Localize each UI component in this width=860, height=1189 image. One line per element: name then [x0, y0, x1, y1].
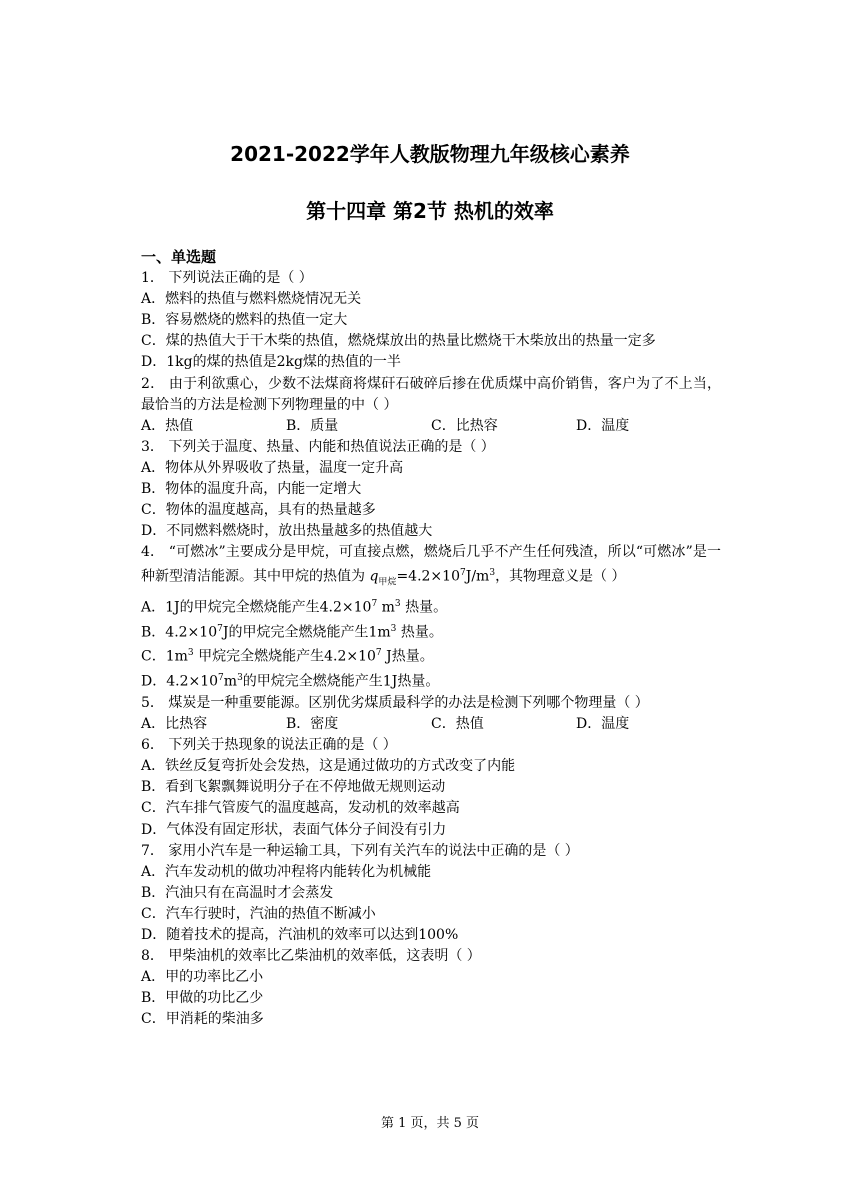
option: A．汽车发动机的做功冲程将内能转化为机械能 — [141, 863, 432, 880]
question-stem: 3． 下列关于温度、热量、内能和热值说法正确的是（ ） — [141, 438, 495, 455]
superscript: 7 — [371, 598, 378, 609]
option-text: 热量。 — [400, 599, 448, 616]
option — [141, 668, 721, 693]
option: A．热值 — [141, 417, 194, 434]
document-title: 2021-2022学年人教版物理九年级核心素养 — [230, 142, 630, 166]
subscript: 甲烷 — [378, 577, 397, 588]
option-text: D．4.2×10 — [141, 673, 219, 690]
superscript: 7 — [218, 673, 224, 684]
option: C．汽车排气管废气的温度越高，发动机的效率越高 — [141, 800, 460, 817]
superscript: 3 — [489, 568, 496, 579]
option: B．质量 — [286, 417, 339, 434]
question-stem: 6． 下列关于热现象的说法正确的是（ ） — [141, 737, 397, 754]
chapter-subtitle: 第十四章 第2节 热机的效率 — [306, 199, 554, 223]
option — [141, 619, 721, 644]
option: D．温度 — [576, 716, 630, 733]
section-heading: 一、单选题 — [141, 248, 217, 266]
option-text: 热量。 — [396, 624, 443, 641]
question-stem: 1． 下列说法正确的是（ ） — [141, 270, 313, 287]
option: A．甲的功率比乙小 — [141, 969, 264, 986]
option — [141, 643, 721, 668]
superscript: 7 — [375, 648, 382, 659]
superscript: 3 — [187, 648, 194, 659]
page-footer: 第 1 页，共 5 页 — [380, 1116, 480, 1131]
option: D．温度 — [576, 417, 630, 434]
superscript: 3 — [394, 598, 401, 609]
stem-text: =4.2×10 — [396, 569, 460, 586]
question-stem: 7． 家用小汽车是一种运输工具，下列有关汽车的说法中正确的是（ ） — [141, 842, 579, 859]
option: B．密度 — [286, 716, 339, 733]
option-row — [141, 416, 721, 437]
option: B．容易燃烧的燃料的热值一定大 — [141, 312, 348, 329]
superscript: 7 — [217, 623, 223, 634]
option: D．不同燃料燃烧时，放出热量越多的热值越大 — [141, 523, 433, 540]
stem-text: J/m — [465, 569, 490, 586]
option: C．煤的热值大于干木柴的热值，燃烧煤放出的热量比燃烧干木柴放出的热量一定多 — [141, 333, 656, 350]
option: B．看到飞絮飘舞说明分子在不停地做无规则运动 — [141, 779, 446, 796]
option: D．1kg的煤的热值是2kg煤的热值的一半 — [141, 354, 401, 371]
option-text: 甲烷完全燃烧能产生4.2×10 — [193, 649, 376, 666]
option: B．汽油只有在高温时才会蒸发 — [141, 884, 334, 901]
question-stem: 8． 甲柴油机的效率比乙柴油机的效率低，这表明（ ） — [141, 948, 481, 965]
option-row — [141, 714, 721, 735]
option: C．物体的温度越高，具有的热量越多 — [141, 502, 376, 519]
stem-text: 4． “可燃冰”主要成分是甲烷，可直接点燃，燃烧后几乎不产生任何残渣，所以“可燃冰”是一种新型清洁能源。其中甲烷的热值为 — [141, 544, 721, 586]
symbol-q: q — [369, 569, 379, 586]
option: A．铁丝反复弯折处会发热，这是通过做功的方式改变了内能 — [141, 758, 516, 775]
option: D．随着技术的提高，汽油机的效率可以达到100% — [141, 926, 459, 943]
question-list — [141, 247, 721, 1030]
option: B．甲做的功比乙少 — [141, 990, 264, 1007]
option-text: J热量。 — [381, 649, 434, 666]
option: A．物体从外界吸收了热量，温度一定升高 — [141, 459, 404, 476]
option-text: J的甲烷完全燃烧能产生1m — [222, 624, 391, 641]
option: C．比热容 — [431, 417, 498, 434]
option: B．物体的温度升高，内能一定增大 — [141, 481, 362, 498]
option — [141, 594, 721, 619]
option-text: C．1m — [141, 649, 188, 666]
option: C．汽车行驶时，汽油的热值不断减小 — [141, 905, 376, 922]
option: D．气体没有固定形状，表面气体分子间没有引力 — [141, 821, 447, 838]
option: C．热值 — [431, 716, 484, 733]
superscript: 3 — [390, 623, 397, 634]
option-text: m — [377, 599, 395, 616]
option-text: m — [223, 673, 238, 690]
question-stem: 5． 煤炭是一种重要能源。区别优劣煤质最科学的办法是检测下列哪个物理量（ ） — [141, 694, 649, 711]
option-text: A．1J的甲烷完全燃烧能产生4.2×10 — [141, 599, 372, 616]
question-stem — [141, 542, 721, 594]
stem-text: ，其物理意义是（ ） — [495, 569, 626, 586]
superscript: 7 — [459, 568, 466, 579]
option: A．燃料的热值与燃料燃烧情况无关 — [141, 291, 362, 308]
option: A．比热容 — [141, 716, 208, 733]
option: C．甲消耗的柴油多 — [141, 1011, 264, 1028]
question-stem: 2． 由于利欲熏心，少数不法煤商将煤矸石破碎后掺在优质煤中高价销售，客户为了不上当，最恰当的方法是检测下列物理量的中（ ） — [141, 375, 721, 413]
option-text: 的甲烷完全燃烧能产生1J热量。 — [242, 673, 440, 690]
option-text: B．4.2×10 — [141, 624, 218, 641]
superscript: 3 — [237, 673, 243, 684]
